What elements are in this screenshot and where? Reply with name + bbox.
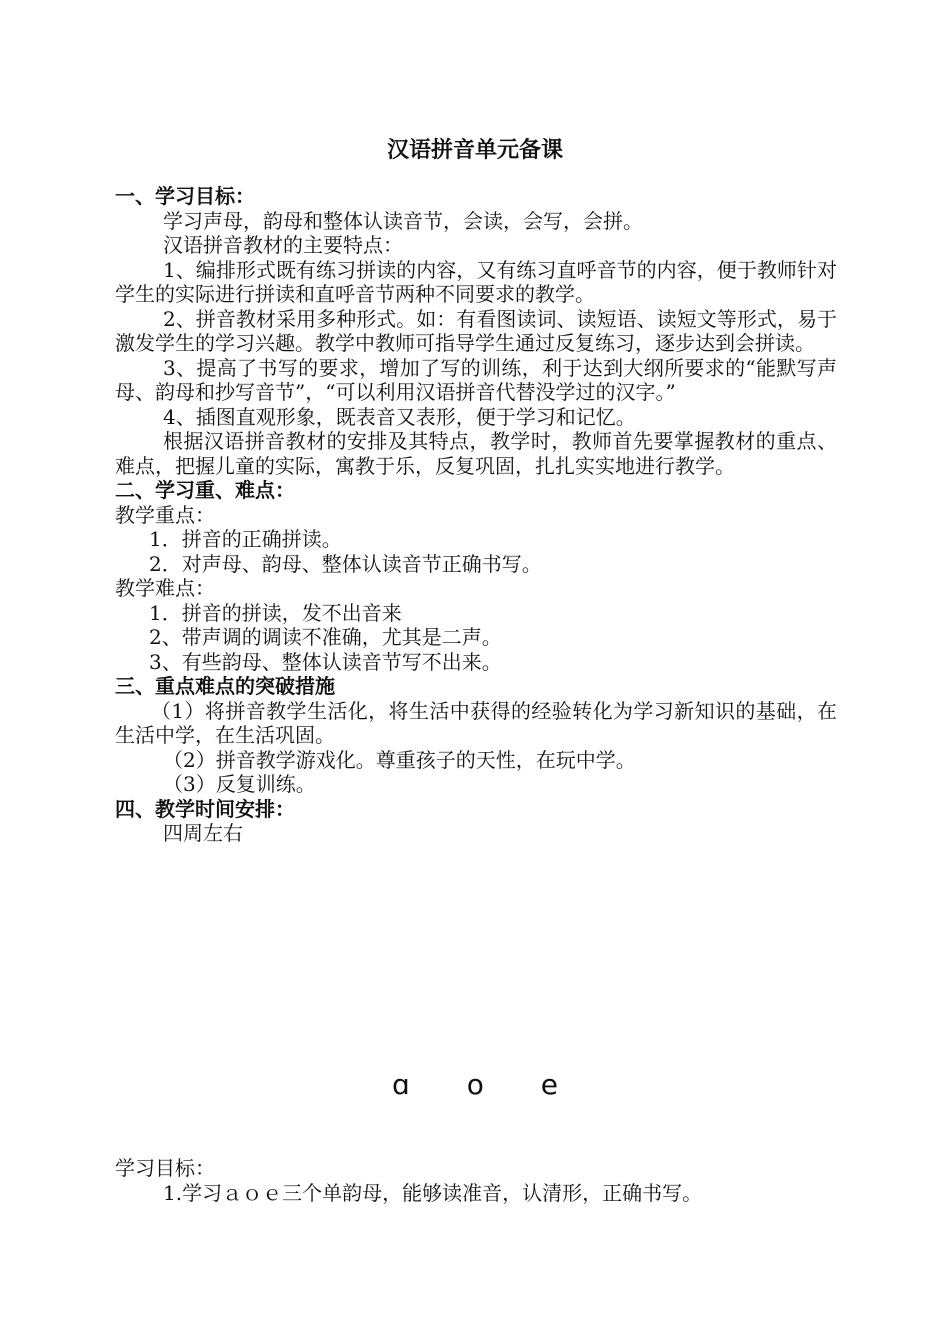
document-title: 汉语拼音单元备课 <box>386 138 563 163</box>
lesson-goal-label: 学习目标： <box>115 1156 215 1180</box>
paragraph: 4、插图直观形象，既表音又表形，便于学习和记忆。 <box>163 404 636 429</box>
list-item: （3）反复训练。 <box>163 772 316 796</box>
paragraph: 3、提高了书写的要求，增加了写的训练，利于达到大纲所要求的“能默写声母、韵母和抄写音节”，“可以利用汉语拼音代替没学过的汉字。” <box>115 355 837 404</box>
difficulties-label: 教学难点： <box>115 576 215 600</box>
section-heading-measures: 三、重点难点的突破措施 <box>115 674 335 698</box>
paragraph: 根据汉语拼音教材的安排及其特点，教学时，教师首先要掌握教材的重点、难点，把握儿童的实际，寓教于乐，反复巩固，扎扎实实地进行教学。 <box>115 429 837 478</box>
lesson-goal-item: 1.学习ａｏｅ三个单韵母，能够读准音，认清形，正确书写。 <box>163 1180 703 1205</box>
list-item: 1．拼音的拼读，发不出音来 <box>149 600 402 625</box>
letter-o: o <box>466 1068 484 1101</box>
letter-a: ɑ <box>392 1068 410 1101</box>
schedule-text: 四周左右 <box>163 821 243 845</box>
paragraph: 1、编排形式既有练习拼读的内容，又有练习直呼音节的内容，便于教师针对学生的实际进行拼读和直呼音节两种不同要求的教学。 <box>115 257 837 306</box>
section-heading-schedule: 四、教学时间安排： <box>115 796 295 821</box>
list-item: （1）将拼音教学生活化，将生活中获得的经验转化为学习新知识的基础，在生活中学，在生活巩固。 <box>115 698 837 747</box>
paragraph: 汉语拼音教材的主要特点： <box>163 233 403 257</box>
section-heading-key-points: 二、学习重、难点： <box>115 478 295 502</box>
section-heading-goals: 一、学习目标： <box>115 184 255 208</box>
lesson-goals <box>115 1156 837 1205</box>
list-item: 2．对声母、韵母、整体认读音节正确书写。 <box>149 551 542 576</box>
key-points-label: 教学重点： <box>115 502 215 527</box>
paragraph: 学习声母，韵母和整体认读音节，会读，会写，会拼。 <box>163 208 643 233</box>
letter-e: e <box>540 1068 558 1101</box>
document-body <box>115 184 837 846</box>
lesson-letters <box>0 1068 950 1102</box>
list-item: 3、有些韵母、整体认读音节写不出来。 <box>149 649 502 674</box>
list-item: 2、带声调的调读不准确，尤其是二声。 <box>149 625 502 649</box>
list-item: 1．拼音的正确拼读。 <box>149 527 342 551</box>
list-item: （2）拼音教学游戏化。尊重孩子的天性，在玩中学。 <box>163 747 636 772</box>
paragraph: 2、拼音教材采用多种形式。如：有看图读词、读短语、读短文等形式，易于激发学生的学习兴趣。教学中教师可指导学生通过反复练习，逐步达到会拼读。 <box>115 306 837 355</box>
